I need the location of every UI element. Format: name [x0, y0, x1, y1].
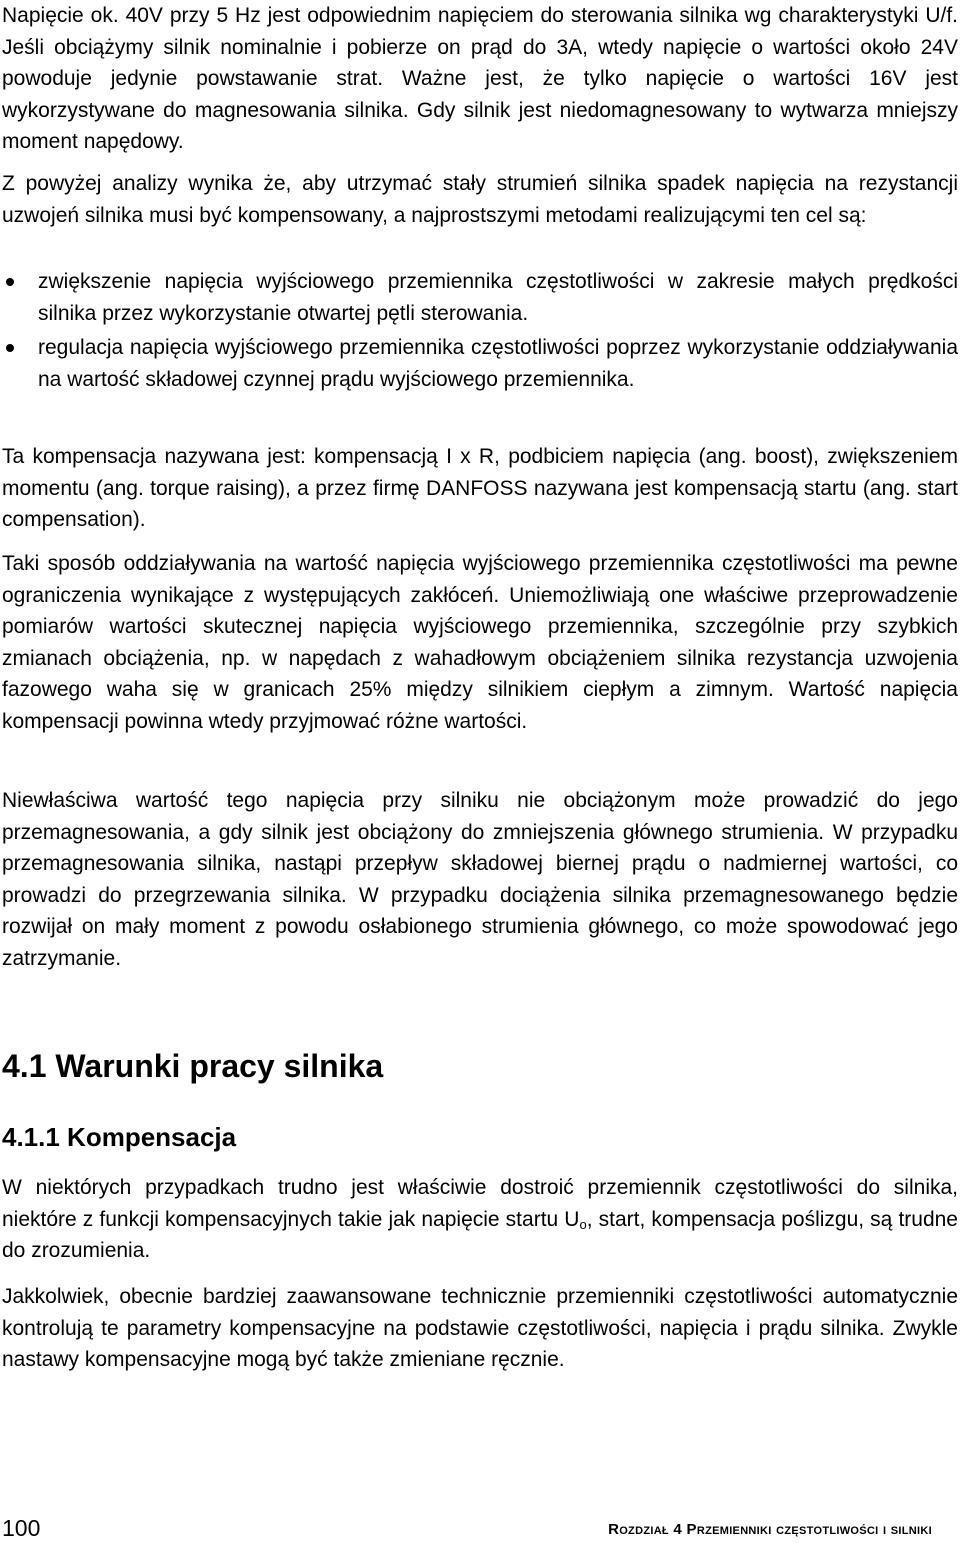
bullet-list	[2, 266, 958, 395]
paragraph-7-text: Jakkolwiek, obecnie bardziej zaawansowane technicznie przemienniki częstotliwości automatycznie kontrolują te parametry kompensacyjne na podstawie częstotliwości, napięcia i prądu silnika. Zwykle nastawy kompensacyjne mogą być także zmieniane ręcznie.	[2, 1285, 958, 1371]
paragraph-7	[2, 1281, 958, 1376]
paragraph-6-text	[2, 1172, 958, 1267]
paragraph-3-text: Ta kompensacja nazywana jest: kompensacją I x R, podbiciem napięcia (ang. boost), zwiększeniem momentu (ang. torque raising), a przez firmę DANFOSS nazywana jest kompensacją startu (ang. start compensation).	[2, 445, 958, 531]
paragraph-1-text: Napięcie ok. 40V przy 5 Hz jest odpowiednim napięciem do sterowania silnika wg charakterystyki U/f. Jeśli obciążymy silnik nominalnie i pobierze on prąd do 3A, wtedy napięcie o wartości około 24V powoduje jedynie powstawanie strat. Ważne jest, że tylko napięcie o wartości 16V jest wykorzystywane do magnesowania silnika. Gdy silnik jest niedomagnesowany to wytwarza mniejszy moment napędowy.	[2, 4, 958, 153]
paragraph-1	[2, 0, 958, 158]
list-item-text: regulacja napięcia wyjściowego przemiennika częstotliwości poprzez wykorzystanie oddziaływania na wartość składowej czynnej prądu wyjściowego przemiennika.	[38, 336, 958, 391]
paragraph-3	[2, 441, 958, 536]
bullet-icon	[6, 344, 14, 352]
paragraph-2-text: Z powyżej analizy wynika że, aby utrzymać stały strumień silnika spadek napięcia na rezystancji uzwojeń silnika musi być kompensowany, a najprostszymi metodami realizującymi ten cel są:	[2, 172, 958, 227]
paragraph-2	[2, 168, 958, 231]
subscript: o	[579, 1216, 587, 1232]
section-heading: 4.1 Warunki pracy silnika	[2, 1048, 384, 1084]
paragraph-6-text-end: , start, kompensacja poślizgu, są trudne do zrozumienia.	[2, 1207, 958, 1262]
paragraph-6	[2, 1172, 958, 1267]
page-number: 100	[2, 1515, 41, 1541]
list-item	[2, 266, 958, 329]
paragraph-5-text: Niewłaściwa wartość tego napięcia przy silniku nie obciążonym może prowadzić do jego przemagnesowania, a gdy silnik jest obciążony do zmniejszenia głównego strumienia. W przypadku przemagnesowania silnika, nastąpi przepływ składowej biernej prądu o nadmiernej wartości, co prowadzi do przegrzewania silnika. W przypadku dociążenia silnika przemagnesowanego będzie rozwijał on mały moment z powodu osłabionego strumienia głównego, co może spowodować jego zatrzymanie.	[2, 789, 958, 970]
paragraph-5	[2, 785, 958, 974]
paragraph-4-text: Taki sposób oddziaływania na wartość napięcia wyjściowego przemiennika częstotliwości ma pewne ograniczenia wynikające z występujących zakłóceń. Uniemożliwiają one właściwe przeprowadzenie pomiarów wartości skutecznej napięcia wyjściowego przemiennika, szczególnie przy szybkich zmianach obciążenia, np. w napędach z wahadłowym obciążeniem silnika rezystancja uzwojenia fazowego waha się w granicach 25% między silnikiem ciepłym a zimnym. Wartość napięcia kompensacji powinna wtedy przyjmować różne wartości.	[2, 552, 958, 733]
bullet-icon	[6, 278, 14, 286]
list-item-text: zwiększenie napięcia wyjściowego przemiennika częstotliwości w zakresie małych prędkości silnika przez wykorzystanie otwartej pętli sterowania.	[38, 270, 958, 325]
paragraph-4	[2, 548, 958, 737]
list-item	[2, 332, 958, 395]
paragraph-6-text-start: W niektórych przypadkach trudno jest właściwie dostroić przemiennik częstotliwości do silnika, niektóre z funkcji kompensacyjnych takie jak napięcie startu U	[2, 1176, 958, 1231]
subsection-heading: 4.1.1 Kompensacja	[2, 1122, 237, 1152]
running-footer-title: Rozdział 4 Przemienniki częstotliwości i silniki	[608, 1521, 932, 1538]
